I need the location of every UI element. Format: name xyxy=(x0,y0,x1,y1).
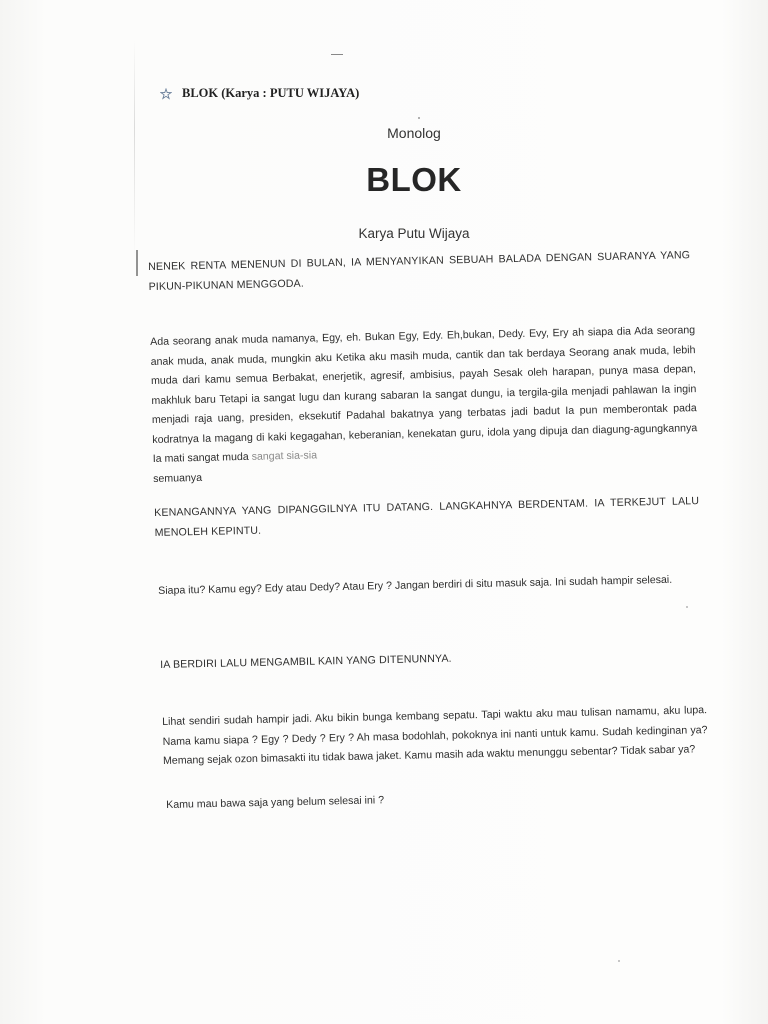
dialogue-text: Lihat sendiri sudah hampir jadi. Aku bikin bunga kembang sepatu. Tapi waktu aku mau tulisan namamu, aku lupa. Nama kamu siapa ? Egy ? Dedy ? Ery ? Ah masa bodohlah, pokoknya ini nanti untuk kamu. Sudah kedinginan ya? Memang sejak ozon bimasakti itu tidak bawa jaket. Kamu masih ada waktu menunggu sebentar? Tidak sabar ya? xyxy=(162,704,708,767)
document-title: BLOK xyxy=(366,161,462,198)
scan-dash-mark xyxy=(331,54,343,55)
dialogue-paragraph xyxy=(162,701,708,771)
scan-speck xyxy=(686,606,688,608)
header-text: BLOK (Karya : PUTU WIJAYA) xyxy=(182,86,360,100)
dialogue-text-end: semuanya xyxy=(153,471,203,485)
dialogue-text: Siapa itu? Kamu egy? Edy atau Dedy? Atau Ery ? Jangan berdiri di situ masuk saja. Ini sudah hampir selesai. xyxy=(158,573,673,597)
scan-edge-mark xyxy=(136,250,138,276)
scan-dot-mark xyxy=(418,117,420,119)
author-line: Karya Putu Wijaya xyxy=(358,226,470,241)
stage-direction-text: IA BERDIRI LALU MENGAMBIL KAIN YANG DITENUNNYA. xyxy=(160,652,452,671)
stage-direction xyxy=(160,644,705,675)
star-bullet-icon xyxy=(160,88,172,100)
dialogue-paragraph xyxy=(166,784,711,815)
genre-label: Monolog xyxy=(387,125,441,141)
dialogue-text: Ada seorang anak muda namanya, Egy, eh. Bukan Egy, Edy. Eh,bukan, Dedy. Evy, Ery ah siapa dia Ada seorang anak muda, anak muda, mungkin aku Ketika aku masih muda, cantik dan tak berdaya Seorang anak muda, lebih muda dari kamu semua Berbakat, enerjetik, agresif, ambisius, payah Sesak oleh harapan, punya masa depan, makhluk baru Tetapi ia sangat lugu dan kurang sabaran Ia sangat dungu, ia tergila-gila menjadi pahlawan Ia ingin menjadi raja uang, presiden, eksekutif Padahal bakatnya yang terbatas jadi badut Ia pun memberontak pada kodratnya Ia magang di kaki kegagahan, keberanian, kenekatan guru, idola yang dipuja dan diagung-agungkannya Ia mati sangat muda xyxy=(150,324,698,465)
faded-text: sangat sia-sia xyxy=(248,449,318,463)
stage-direction xyxy=(148,246,691,297)
dialogue-paragraph xyxy=(158,570,703,601)
stage-direction-text: NENEK RENTA MENENUN DI BULAN, IA MENYANYIKAN SEBUAH BALADA DENGAN SUARANYA YANG PIKUN-PIKUNAN MENGGODA. xyxy=(148,249,691,293)
stage-direction-text: KENANGANNYA YANG DIPANGGILNYA ITU DATANG. LANGKAHNYA BERDENTAM. IA TERKEJUT LALU MENOLEH KEPINTU. xyxy=(154,495,700,539)
dialogue-text: Kamu mau bawa saja yang belum selesai ini ? xyxy=(166,794,385,811)
stage-direction xyxy=(154,492,700,543)
dialogue-paragraph xyxy=(150,321,698,489)
scan-speck xyxy=(618,960,620,962)
document-header xyxy=(160,86,359,101)
